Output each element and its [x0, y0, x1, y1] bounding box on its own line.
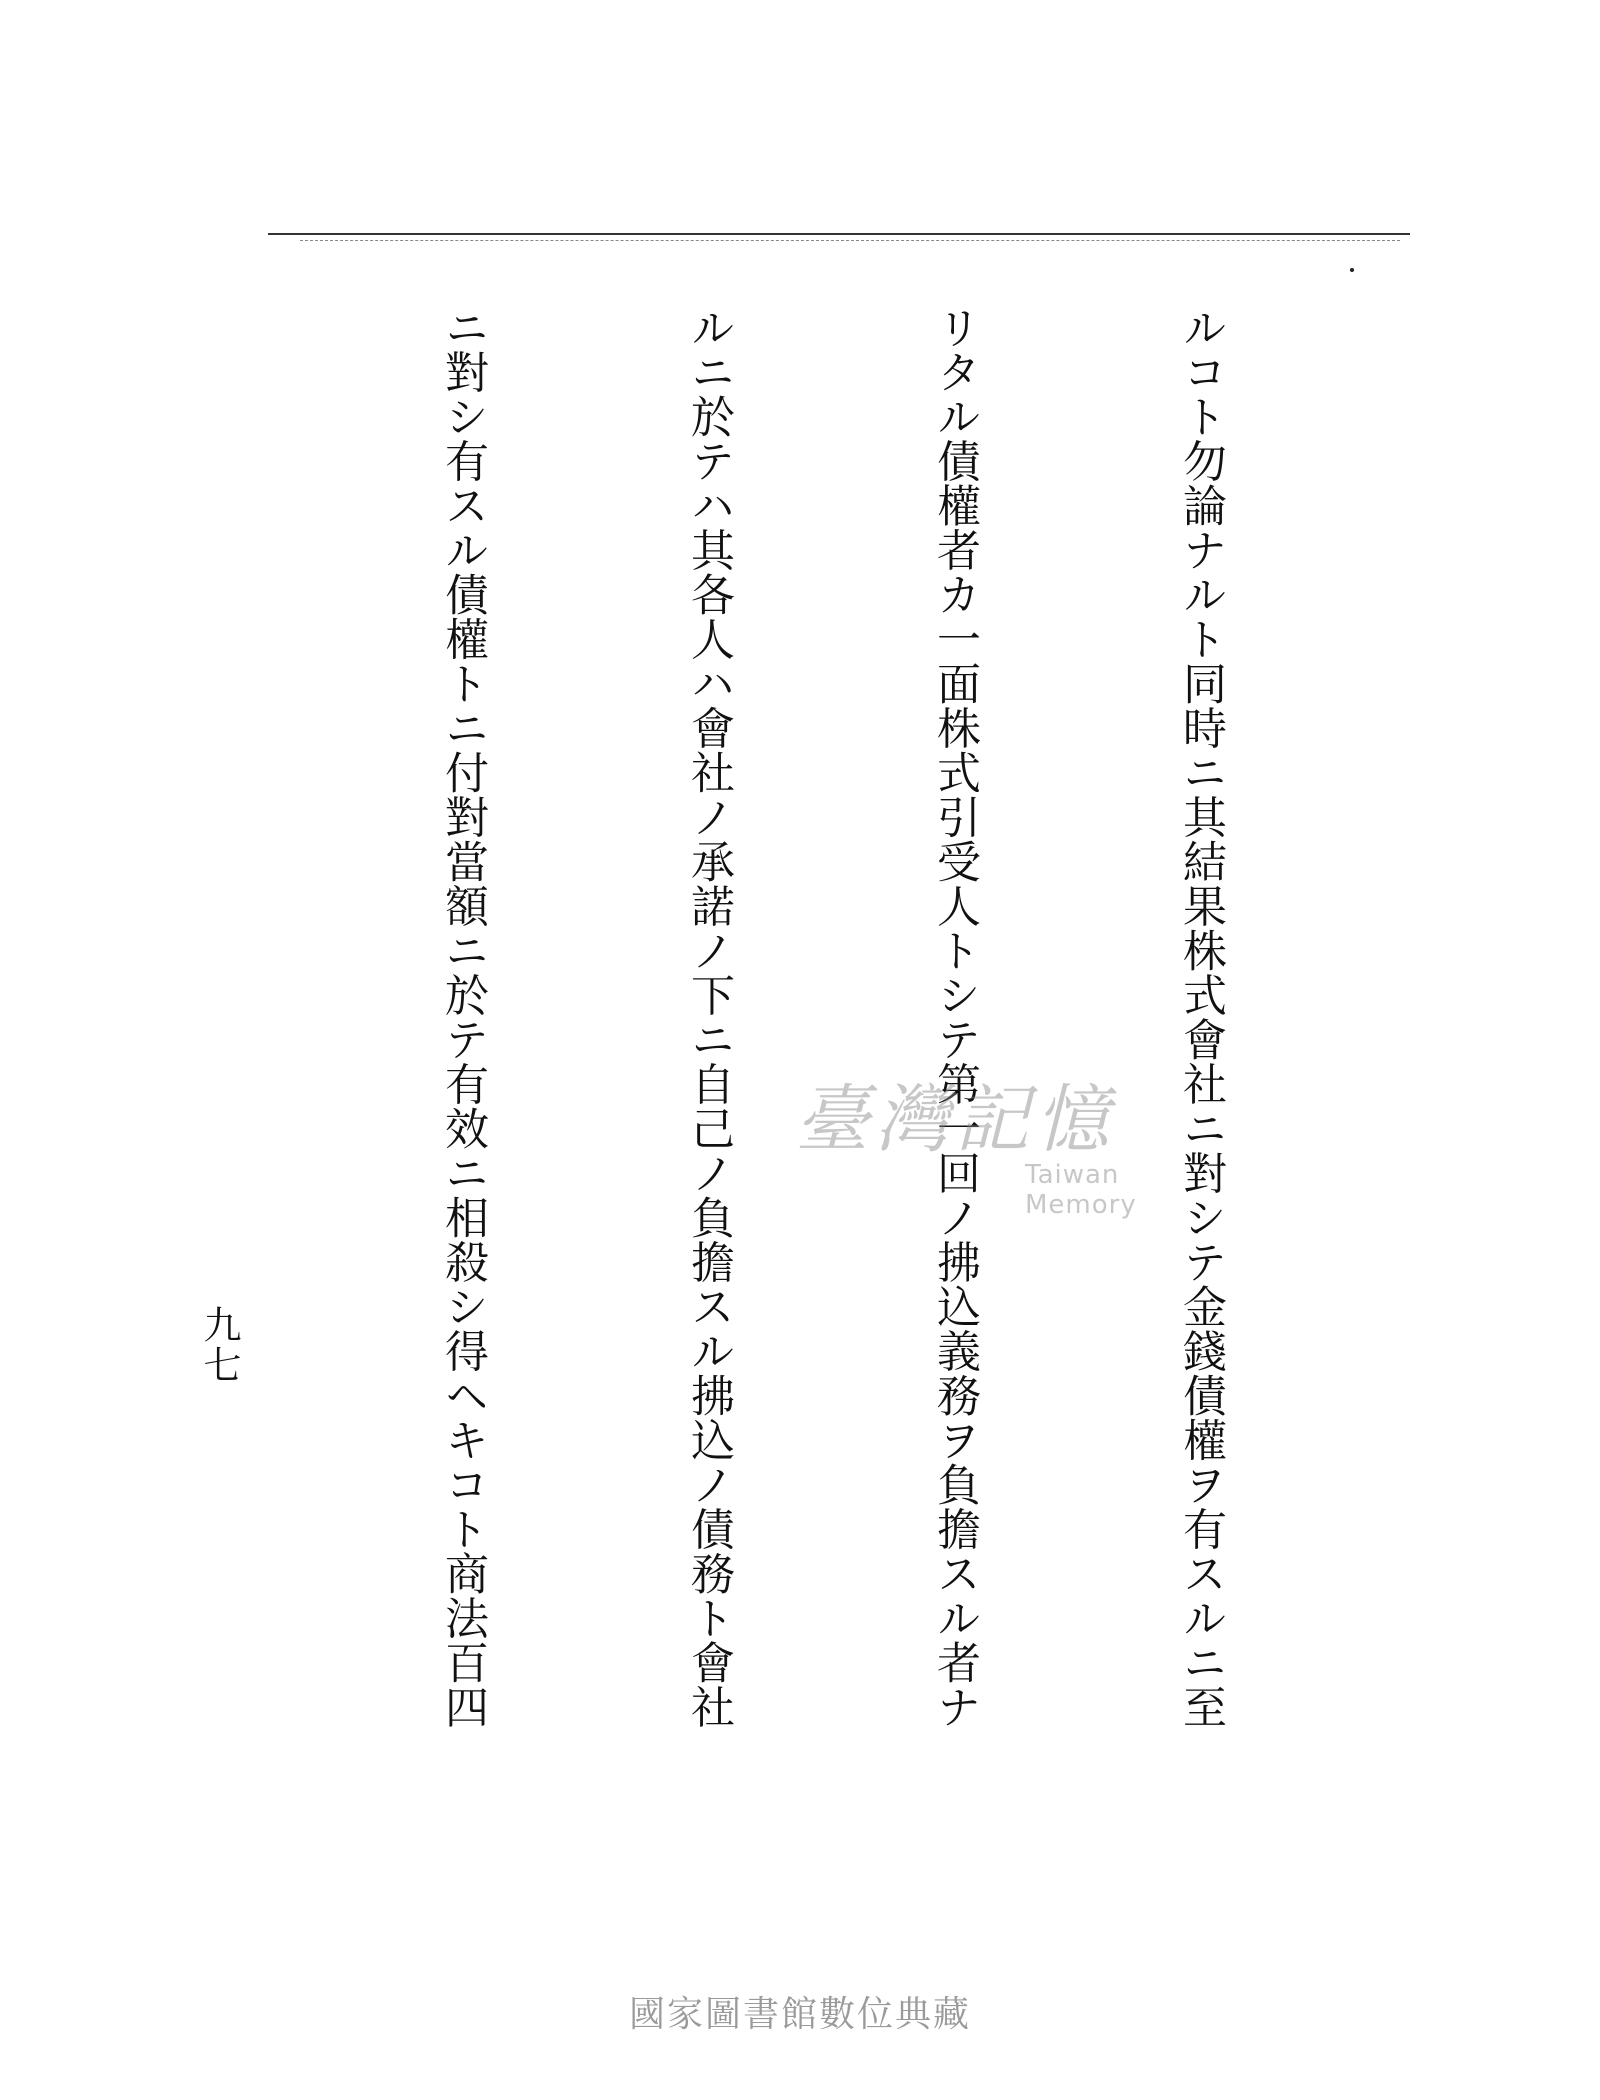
- footer-caption: 國家圖書館數位典藏: [628, 1994, 971, 2035]
- ink-dot: [1350, 268, 1354, 272]
- watermark-subtitle: Taiwan Memory: [1025, 1160, 1137, 1220]
- body-text: [270, 305, 1405, 1775]
- text-column-2: リタル債權者カ一面株式引受人トシテ第一回ノ拂込義務ヲ負擔スル者ナ: [929, 305, 980, 1729]
- page-number: 九七: [197, 1305, 241, 1385]
- text-column-1: ルコト勿論ナルト同時ニ其結果株式會社ニ對シテ金錢債權ヲ有スルニ至: [1175, 305, 1226, 1729]
- watermark-title: 臺灣記憶: [795, 1077, 1115, 1163]
- text-column-3: ルニ於テハ其各人ハ會社ノ承諾ノ下ニ自己ノ負擔スル拂込ノ債務ト會社: [683, 305, 734, 1729]
- header-rule-secondary: [300, 240, 1400, 241]
- text-column-4: ニ對シ有スル債權トニ付對當額ニ於テ有效ニ相殺シ得ヘキコト商法百四: [437, 305, 488, 1729]
- header-rule: [268, 233, 1410, 235]
- watermark: [795, 1075, 1235, 1220]
